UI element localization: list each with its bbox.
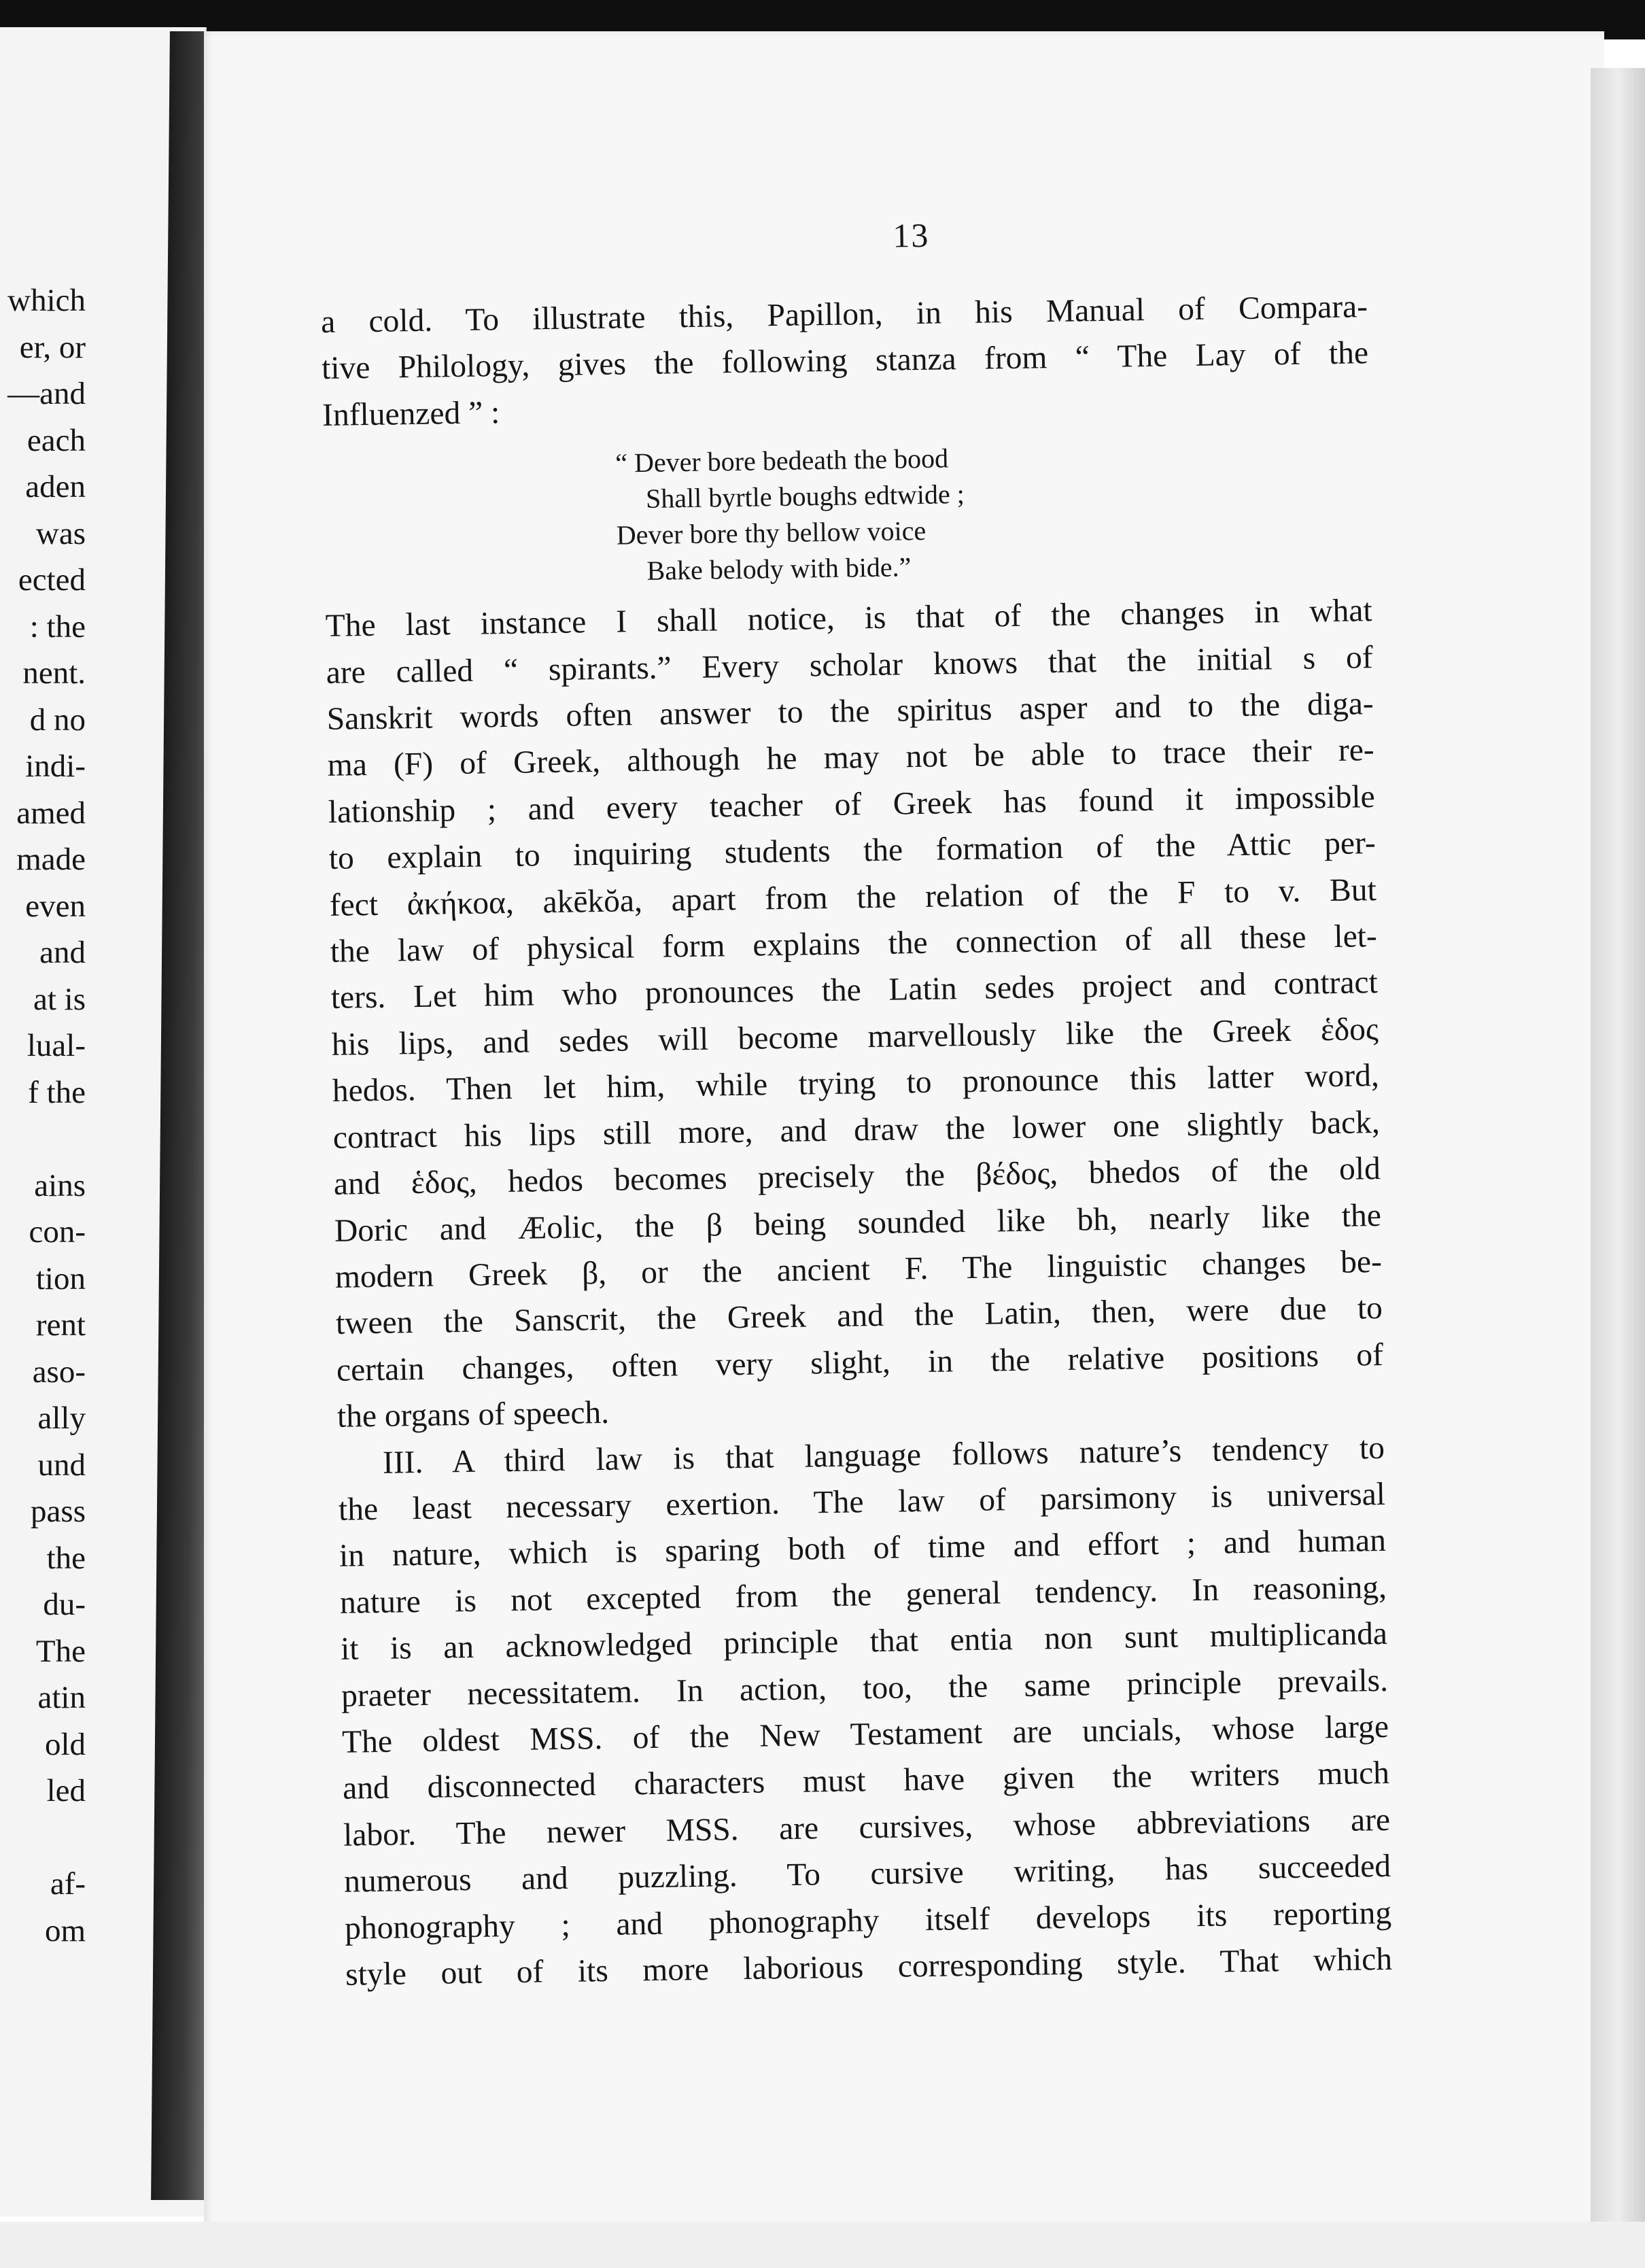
- left-page-fragment: indi-: [25, 749, 86, 784]
- text-line: tive Philology, gives the following stanza from “ The Lay of the: [321, 335, 1369, 387]
- left-page-fragment: pass: [31, 1494, 86, 1529]
- paragraph-intro: [321, 284, 1370, 439]
- text-line: a cold. To illustrate this, Papillon, in his Manual of Compara-: [320, 289, 1368, 340]
- left-page-fragment: d no: [29, 702, 86, 738]
- text-line: hedos. Then let him, while trying to pronounce this latter word,: [332, 1058, 1380, 1110]
- left-page-fragment: the: [46, 1540, 86, 1576]
- text-line: the organs of speech.: [336, 1394, 610, 1434]
- left-page-fragment: er, or: [19, 329, 86, 365]
- left-page-fragment: : the: [29, 608, 86, 645]
- text-line: fect ἀκήκοα, akēkŏa, apart from the relation of the F to v. But: [329, 872, 1377, 923]
- text-line: are called “ spirants.” Every scholar knows that the initial s of: [326, 639, 1374, 691]
- left-page-fragment: ected: [18, 562, 86, 598]
- left-page-fragment: om: [44, 1912, 86, 1948]
- left-page-fragment: atin: [37, 1680, 86, 1715]
- text-line: the law of physical form explains the connection of all these let-: [330, 918, 1378, 969]
- left-page-text-fragments: [0, 277, 86, 1954]
- left-page-fragment: each: [27, 422, 86, 458]
- left-page-fragment: —and: [7, 376, 86, 411]
- left-page-fragment: rent: [35, 1307, 86, 1343]
- left-page-fragment: ally: [37, 1401, 86, 1436]
- text-line: ters. Let him who pronounces the Latin sedes project and contract: [330, 965, 1379, 1016]
- text-line: Sanskrit words often answer to the spiritus asper and to the diga-: [326, 686, 1374, 737]
- left-page-fragment: at is: [33, 981, 86, 1017]
- text-line: Influenzed ” :: [322, 394, 500, 433]
- left-page-fragment: [0, 1116, 86, 1163]
- text-line: phonography ; and phonography itself develops its reporting: [344, 1895, 1392, 1946]
- stanza-line: Shall byrtle boughs edtwide ;: [645, 479, 965, 515]
- text-line: III. A third law is that language follows nature’s tendency to: [382, 1430, 1385, 1481]
- text-line: his lips, and sedes will become marvellously like the Greek ἑδος: [331, 1011, 1379, 1063]
- text-line: style out of its more laborious corresponding style. That which: [345, 1941, 1393, 1993]
- paragraph-spirants: [325, 587, 1384, 1440]
- text-line: to explain to inquiring students the formation of the Attic per-: [328, 825, 1376, 877]
- text-line: tween the Sanscrit, the Greek and the Latin, then, were due to: [335, 1290, 1383, 1342]
- text-line: lationship ; and every teacher of Greek has found it impossible: [328, 778, 1376, 830]
- text-line: and ἑδος, hedos becomes precisely the βέδος, bhedos of the old: [333, 1151, 1381, 1202]
- text-line: praeter necessitatem. In action, too, the same principle prevails.: [341, 1662, 1389, 1714]
- scan-bottom-edge: [0, 2222, 1645, 2268]
- text-line: certain changes, often very slight, in the relative positions of: [336, 1337, 1384, 1388]
- text-line: Doric and Æolic, the β being sounded like bh, nearly like the: [334, 1197, 1382, 1249]
- text-line: labor. The newer MSS. are cursives, whose abbreviations are: [343, 1802, 1391, 1853]
- page-content: [319, 209, 1393, 1998]
- left-page-fragment: was: [35, 515, 86, 551]
- paragraph-third-law: [338, 1424, 1393, 1998]
- left-page-fragment: und: [37, 1447, 86, 1483]
- left-page-fragment: du-: [43, 1587, 86, 1622]
- left-page-fragment: f the: [28, 1074, 86, 1110]
- text-line: contract his lips still more, and draw the lower one slightly back,: [332, 1104, 1381, 1156]
- left-page-fragment: nent.: [22, 655, 86, 691]
- stanza-line: Bake belody with bide.”: [646, 551, 912, 587]
- left-page-fragment: which: [7, 283, 86, 318]
- text-line: numerous and puzzling. To cursive writing, has succeeded: [343, 1849, 1391, 1900]
- text-line: it is an acknowledged principle that entia non sunt multiplicanda: [340, 1616, 1388, 1667]
- left-page-fragment: and: [39, 935, 86, 970]
- left-page-fragment: con-: [29, 1214, 86, 1250]
- page-edge: [1591, 68, 1645, 2268]
- left-page-fragment: aso-: [32, 1354, 86, 1390]
- left-page-fragment: ains: [34, 1167, 86, 1203]
- stanza: [615, 434, 1372, 589]
- left-page-fragment: old: [44, 1726, 86, 1762]
- left-page-fragment: led: [46, 1773, 86, 1808]
- text-line: The last instance I shall notice, is that of the changes in what: [325, 593, 1372, 645]
- left-page-fragment: af-: [50, 1866, 86, 1902]
- stanza-line: Dever bore thy bellow voice: [616, 515, 927, 551]
- text-line: in nature, which is sparing both of time and effort ; and human: [339, 1523, 1387, 1575]
- left-page-fragment: tion: [35, 1260, 86, 1296]
- left-page-fragment: amed: [16, 795, 86, 831]
- text-line: The oldest MSS. of the New Testament are uncials, whose large: [341, 1708, 1389, 1760]
- text-line: nature is not excepted from the general tendency. In reasoning,: [339, 1569, 1387, 1621]
- text-line: modern Greek β, or the ancient F. The linguistic changes be-: [334, 1243, 1383, 1295]
- left-page-fragment: lual-: [27, 1028, 86, 1063]
- text-line: the least necessary exertion. The law of parsimony is universal: [338, 1476, 1386, 1528]
- stanza-line: “ Dever bore bedeath the bood: [614, 443, 949, 479]
- left-page-fragment: aden: [25, 469, 86, 504]
- page-number: 13: [892, 216, 930, 255]
- text-line: and disconnected characters must have given the writers much: [342, 1755, 1390, 1807]
- text-line: ma (F) of Greek, although he may not be able to trace their re-: [327, 732, 1375, 784]
- left-page-fragment: The: [35, 1633, 86, 1669]
- left-page-fragment: made: [16, 842, 86, 877]
- left-page-fragment: [0, 1815, 86, 1861]
- left-page-fragment: even: [25, 888, 86, 924]
